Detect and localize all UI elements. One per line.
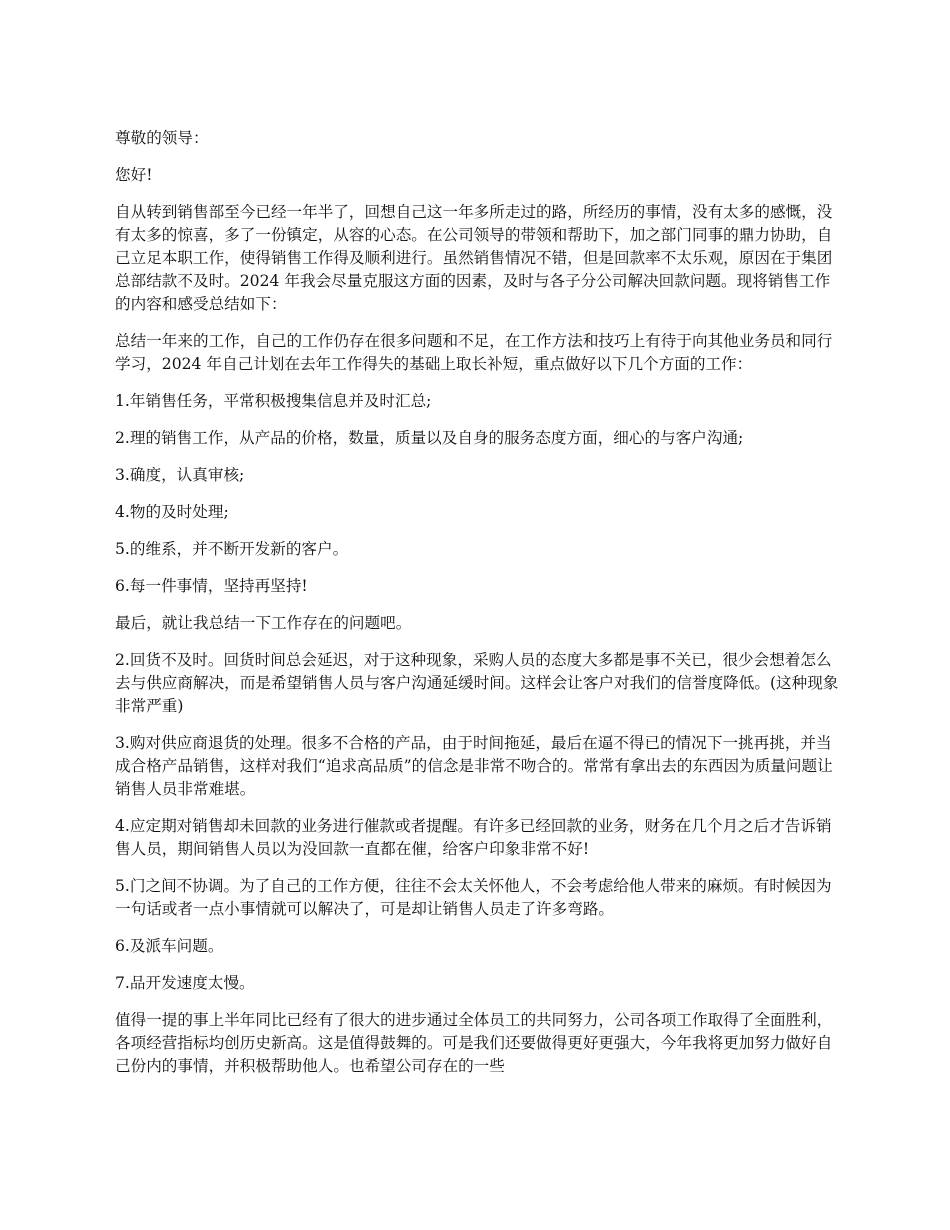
paragraph: 最后，就让我总结一下工作存在的问题吧。 xyxy=(115,614,412,632)
list-item: 3.确度，认真审核; xyxy=(115,466,245,484)
paragraph: 总结一年来的工作，自己的工作仍存在很多问题和不足，在工作方法和技巧上有待于向其他业务员和同行学习，2024 年自己计划在去年工作得失的基础上取长补短，重点做好以下几个方面的工作： xyxy=(115,332,833,373)
greeting: 您好! xyxy=(115,166,153,184)
salutation: 尊敬的领导： xyxy=(115,129,209,147)
list-item: 6.及派车问题。 xyxy=(115,937,224,955)
list-item: 4.物的及时处理; xyxy=(115,503,229,521)
list-item: 4.应定期对销售却未回款的业务进行催款或者提醒。有许多已经回款的业务，财务在几个月之后才告诉销售人员，期间销售人员以为没回款一直都在催，给客户印象非常不好! xyxy=(115,817,832,858)
paragraph: 自从转到销售部至今已经一年半了，回想自己这一年多所走过的路，所经历的事情，没有太多的感慨，没有太多的惊喜，多了一份镇定，从容的心态。在公司领导的带领和帮助下，加之部门同事的鼎力协助，自己立足本职工作，使得销售工作得及顺利进行。虽然销售情况不错，但是回款率不太乐观，原因在于集团总部结款不及时。2024 年我会尽量克服这方面的因素，及时与各子分公司解决回款问题。现将销售工作的内容和感受总结如下： xyxy=(115,203,833,313)
list-item: 5.门之间不协调。为了自己的工作方便，往往不会太关怀他人，不会考虑给他人带来的麻烦。有时候因为一句话或者一点小事情就可以解决了，可是却让销售人员走了许多弯路。 xyxy=(115,877,832,918)
list-item: 5.的维系，并不断开发新的客户。 xyxy=(115,540,349,558)
list-item: 1.年销售任务，平常积极搜集信息并及时汇总; xyxy=(115,392,432,410)
list-item: 7.品开发速度太慢。 xyxy=(115,974,255,992)
list-item: 2.回货不及时。回货时间总会延迟，对于这种现象，采购人员的态度大多都是事不关已，很少会想着怎么去与供应商解决，而是希望销售人员与客户沟通延缓时间。这样会让客户对我们的信誉度降低。(这种现象非常严重) xyxy=(115,651,839,715)
list-item: 3.购对供应商退货的处理。很多不合格的产品，由于时间拖延，最后在逼不得已的情况下一挑再挑，并当成合格产品销售，这样对我们“追求高品质”的信念是非常不吻合的。常常有拿出去的东西因为质量问题让销售人员非常难堪。 xyxy=(115,734,833,798)
letter-body xyxy=(115,127,840,1092)
list-item: 2.理的销售工作，从产品的价格，数量，质量以及自身的服务态度方面，细心的与客户沟通; xyxy=(115,429,744,447)
paragraph: 值得一提的事上半年同比已经有了很大的进步通过全体员工的共同努力，公司各项工作取得了全面胜利，各项经营指标均创历史新高。这是值得鼓舞的。可是我们还要做得更好更强大，今年我将更加努力做好自己份内的事情，并积极帮助他人。也希望公司存在的一些 xyxy=(115,1011,833,1075)
list-item: 6.每一件事情，坚持再坚持! xyxy=(115,577,308,595)
